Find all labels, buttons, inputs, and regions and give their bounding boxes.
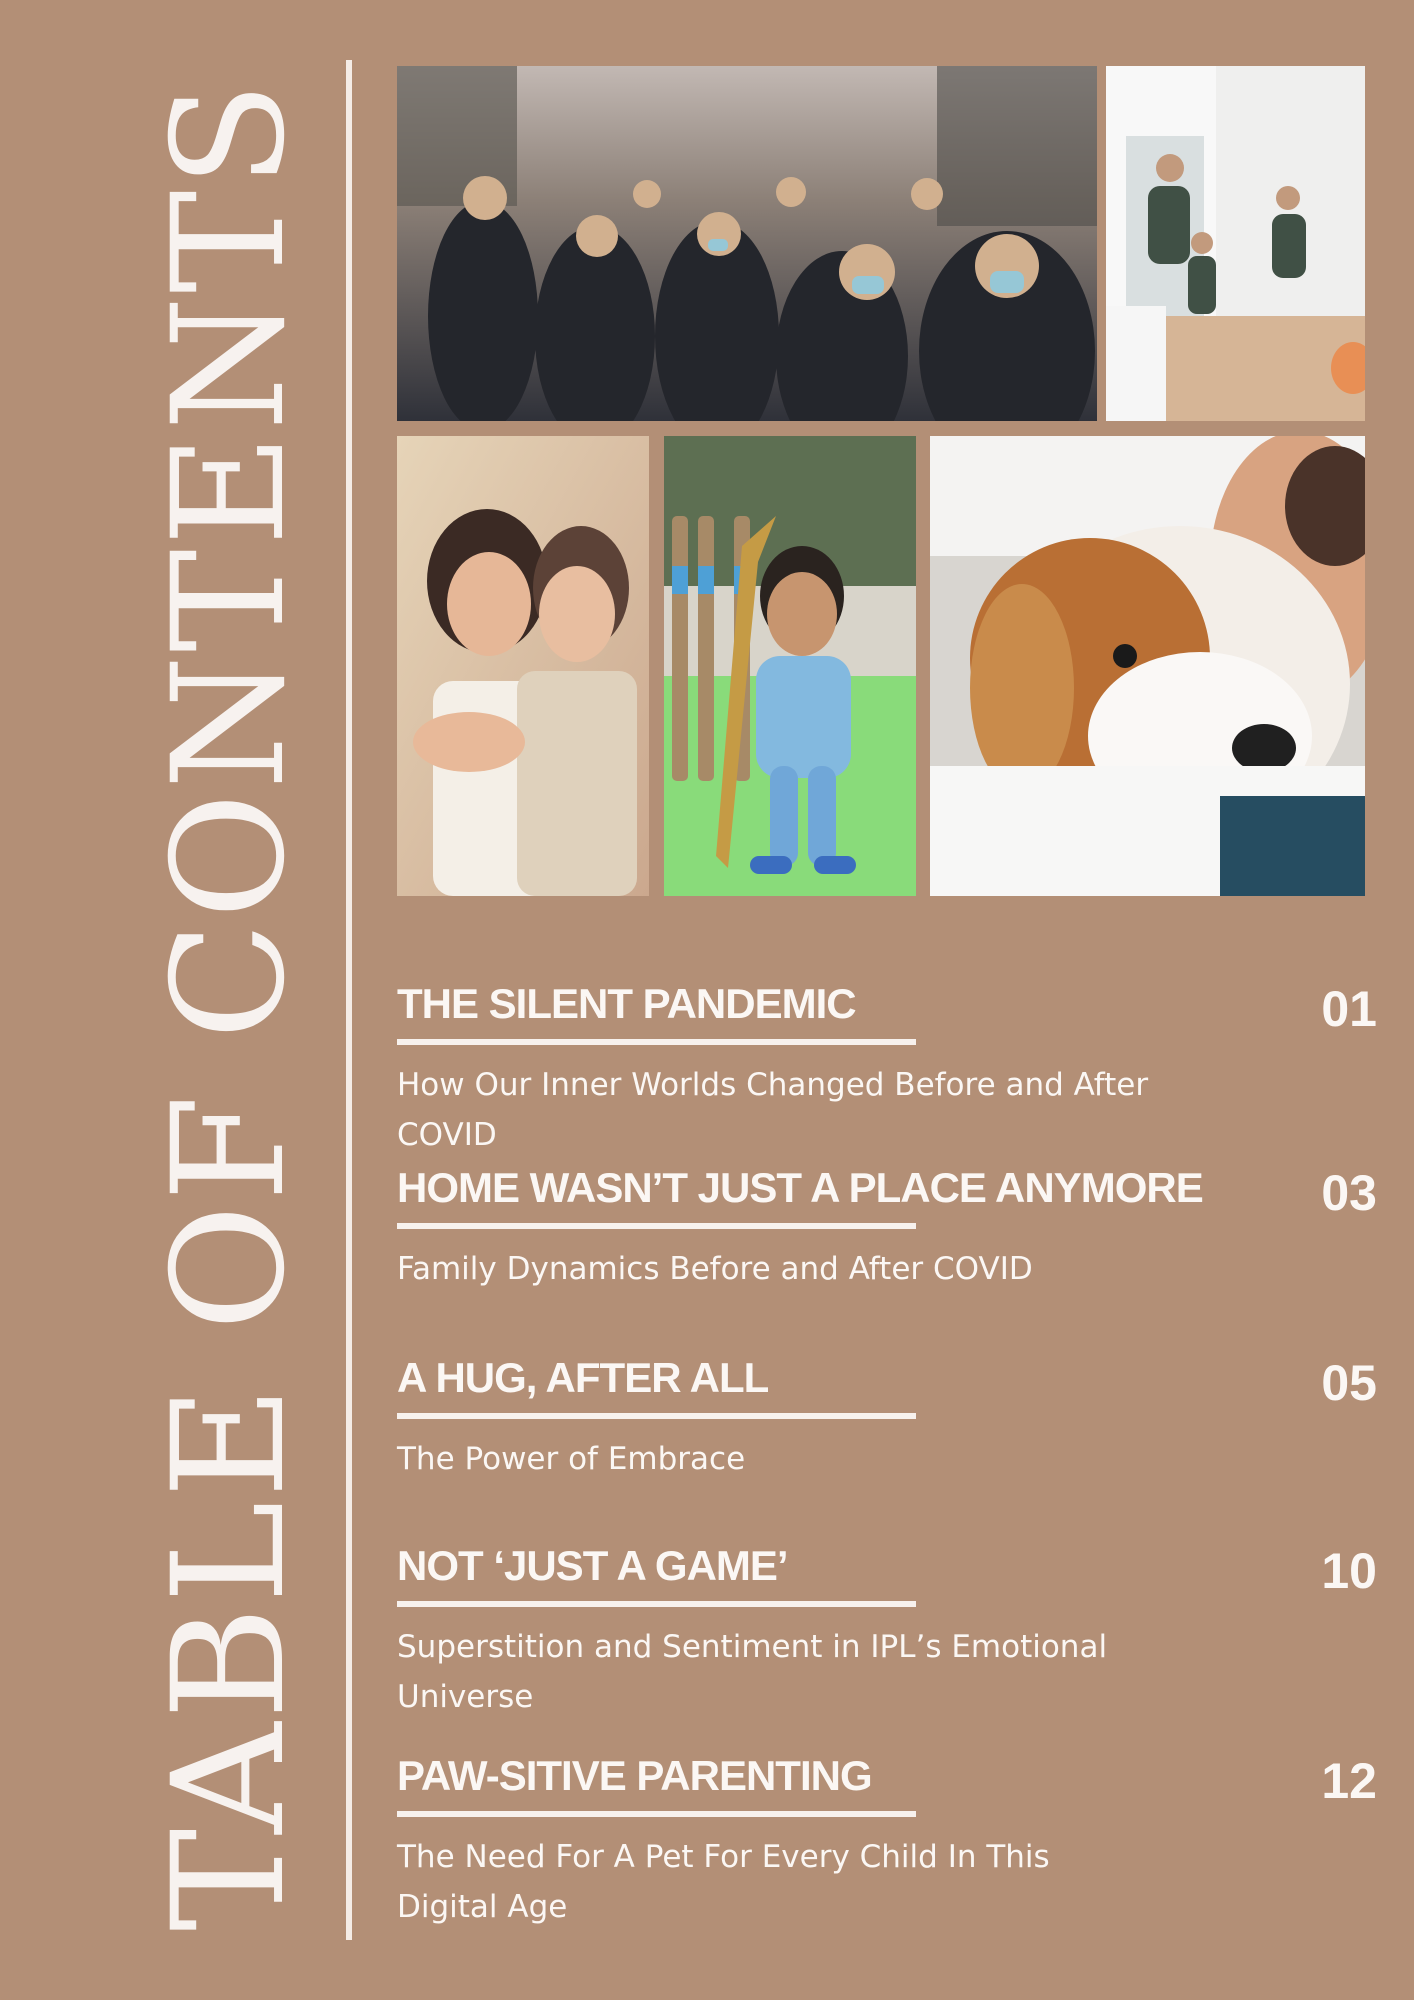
toc-item[interactable] xyxy=(397,1164,1377,1304)
toc-heading: PAW-SITIVE PARENTING xyxy=(397,1752,872,1799)
toc-item[interactable] xyxy=(397,1354,1377,1494)
toc-page-number: 12 xyxy=(1321,1753,1377,1809)
toc-item[interactable] xyxy=(397,980,1377,1153)
page-title: TABLE OF CONTENTS xyxy=(140,78,319,1932)
toc-subtitle: The Need For A Pet For Every Child In This Digital Age xyxy=(397,1839,1050,1925)
toc-subtitle: How Our Inner Worlds Changed Before and After COVID xyxy=(397,1067,1149,1153)
cricket-image-icon xyxy=(664,436,916,896)
toc-heading: HOME WASN’T JUST A PLACE ANYMORE xyxy=(397,1164,1203,1211)
toc-heading: A HUG, AFTER ALL xyxy=(397,1354,769,1401)
beagle-woman-photo xyxy=(930,436,1365,896)
toc-underline xyxy=(397,1039,916,1045)
toc-item[interactable] xyxy=(397,1542,1377,1732)
crowd-photo xyxy=(397,66,1097,421)
family-image-icon xyxy=(1106,66,1365,421)
toc-underline xyxy=(397,1811,916,1817)
toc-heading: NOT ‘JUST A GAME’ xyxy=(397,1542,788,1589)
vertical-divider xyxy=(346,60,352,1940)
toc-item[interactable] xyxy=(397,1752,1377,1925)
toc-subtitle: Family Dynamics Before and After COVID xyxy=(397,1251,1033,1287)
mother-child-hug-photo xyxy=(397,436,649,896)
title-column xyxy=(140,80,320,1930)
toc-subtitle: Superstition and Sentiment in IPL’s Emotional Universe xyxy=(397,1629,1108,1715)
toc-underline xyxy=(397,1413,916,1419)
toc-page-number: 03 xyxy=(1321,1165,1377,1221)
dog-image-icon xyxy=(930,436,1365,896)
family-dancing-photo xyxy=(1106,66,1365,421)
hug-image-icon xyxy=(397,436,649,896)
toc-underline xyxy=(397,1601,916,1607)
toc-page-number: 05 xyxy=(1321,1355,1377,1411)
toc-underline xyxy=(397,1223,916,1229)
toc-page-number: 10 xyxy=(1321,1543,1377,1599)
crowd-image-icon xyxy=(397,66,1097,421)
toc-heading: THE SILENT PANDEMIC xyxy=(397,980,856,1027)
toc-subtitle: The Power of Embrace xyxy=(397,1441,746,1477)
toc-page-number: 01 xyxy=(1321,981,1377,1037)
toddler-cricket-photo xyxy=(664,436,916,896)
